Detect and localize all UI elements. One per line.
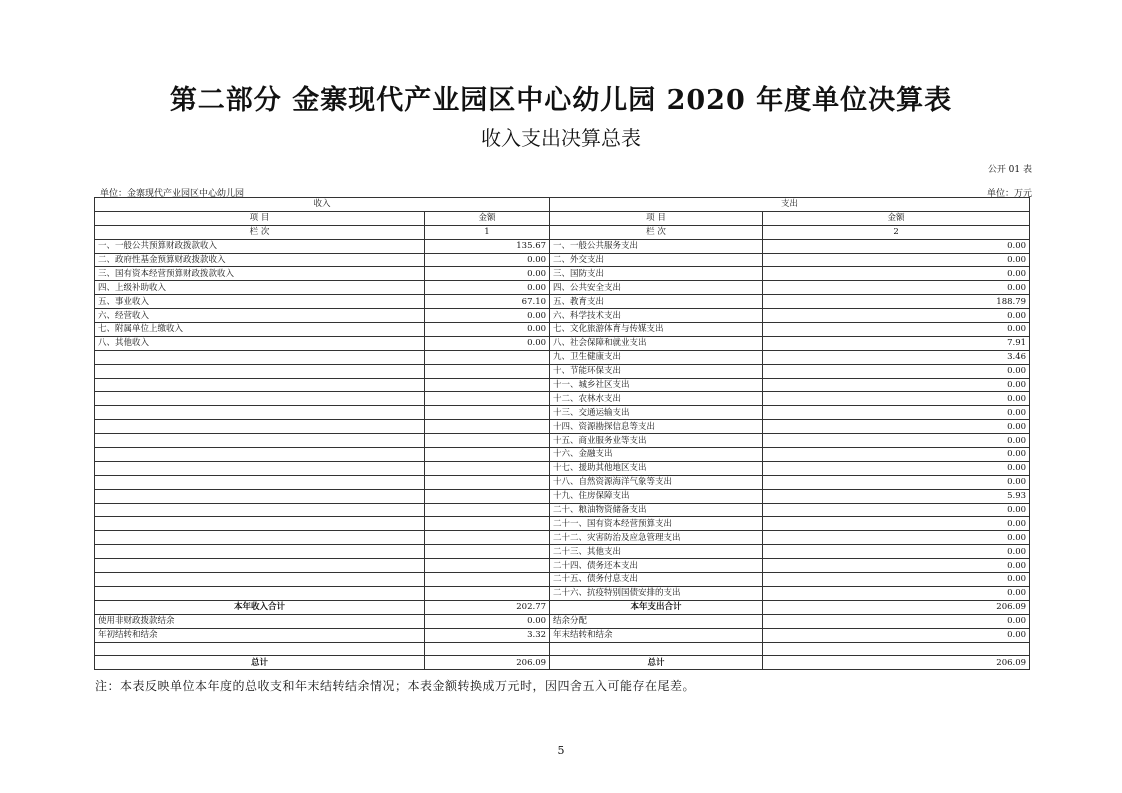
grand-total-expense: 206.09 — [763, 656, 1030, 670]
table-row — [95, 253, 1030, 267]
income-amount — [425, 517, 550, 531]
income-amount — [425, 434, 550, 448]
expense-item: 二、外交支出 — [550, 253, 763, 267]
expense-row-label: 栏 次 — [550, 225, 763, 239]
table-row — [95, 364, 1030, 378]
column-header-row — [95, 211, 1030, 225]
grand-total-label: 总计 — [95, 656, 425, 670]
income-expense-table — [94, 197, 1030, 670]
table-row — [95, 559, 1030, 573]
expense-amount: 0.00 — [763, 253, 1030, 267]
income-item: 七、附属单位上缴收入 — [95, 323, 425, 337]
table-row — [95, 586, 1030, 600]
income-item — [95, 475, 425, 489]
currency-label: 单位：万元 — [986, 189, 1032, 199]
income-amount-header: 金额 — [425, 211, 550, 225]
income-item-header: 项 目 — [95, 211, 425, 225]
expense-item: 十五、商业服务业等支出 — [550, 434, 763, 448]
expense-item: 四、公共安全支出 — [550, 281, 763, 295]
expense-amount: 0.00 — [763, 378, 1030, 392]
expense-item: 七、文化旅游体育与传媒支出 — [550, 323, 763, 337]
income-amount — [425, 461, 550, 475]
annual-expense-total-label: 本年支出合计 — [550, 600, 763, 614]
expense-amount: 0.00 — [763, 420, 1030, 434]
form-code: 公开 01 表 — [987, 165, 1032, 175]
table-row — [95, 323, 1030, 337]
expense-item: 十二、农林水支出 — [550, 392, 763, 406]
expense-amount: 0.00 — [763, 406, 1030, 420]
income-amount — [425, 378, 550, 392]
table-row — [95, 573, 1030, 587]
income-amount — [425, 475, 550, 489]
income-item: 四、上级补助收入 — [95, 281, 425, 295]
surplus-dist-value: 0.00 — [763, 614, 1030, 628]
table-row — [95, 295, 1030, 309]
income-amount — [425, 531, 550, 545]
income-item — [95, 461, 425, 475]
income-item — [95, 586, 425, 600]
expense-amount-header: 金额 — [763, 211, 1030, 225]
income-amount — [425, 448, 550, 462]
expense-item: 二十六、抗疫特别国债安排的支出 — [550, 586, 763, 600]
income-item — [95, 545, 425, 559]
expense-col-number: 2 — [763, 225, 1030, 239]
expense-amount: 188.79 — [763, 295, 1030, 309]
annual-income-total-label: 本年收入合计 — [95, 600, 425, 614]
income-amount — [425, 573, 550, 587]
section-header-row — [95, 198, 1030, 212]
table-row — [95, 378, 1030, 392]
page-title: 第二部分 金寨现代产业园区中心幼儿园 2020 年度单位决算表 — [169, 85, 953, 116]
expense-item: 十九、住房保障支出 — [550, 489, 763, 503]
table-row — [95, 475, 1030, 489]
income-item — [95, 448, 425, 462]
table-row — [95, 350, 1030, 364]
expense-header: 支出 — [550, 198, 1030, 212]
balance-row — [95, 628, 1030, 642]
income-item: 五、事业收入 — [95, 295, 425, 309]
expense-amount: 5.93 — [763, 489, 1030, 503]
income-amount — [425, 392, 550, 406]
income-item: 三、国有资本经营预算财政拨款收入 — [95, 267, 425, 281]
income-item — [95, 489, 425, 503]
begin-balance-label: 年初结转和结余 — [95, 628, 425, 642]
expense-item: 十四、资源勘探信息等支出 — [550, 420, 763, 434]
table-row — [95, 517, 1030, 531]
income-amount — [425, 406, 550, 420]
income-amount: 0.00 — [425, 253, 550, 267]
expense-amount: 0.00 — [763, 309, 1030, 323]
expense-item: 十七、援助其他地区支出 — [550, 461, 763, 475]
table-subtitle: 收入支出决算总表 — [481, 126, 641, 150]
grand-total-row — [95, 656, 1030, 670]
income-item: 一、一般公共预算财政拨款收入 — [95, 239, 425, 253]
income-item — [95, 406, 425, 420]
expense-item: 二十四、债务还本支出 — [550, 559, 763, 573]
annual-total-row — [95, 600, 1030, 614]
expense-amount: 0.00 — [763, 281, 1030, 295]
income-item — [95, 364, 425, 378]
table-row — [95, 281, 1030, 295]
income-amount — [425, 420, 550, 434]
table-row — [95, 406, 1030, 420]
table-row — [95, 448, 1030, 462]
table-row — [95, 420, 1030, 434]
income-amount — [425, 503, 550, 517]
income-amount — [425, 559, 550, 573]
income-amount: 0.00 — [425, 323, 550, 337]
annual-income-total: 202.77 — [425, 600, 550, 614]
table-row — [95, 392, 1030, 406]
table-row — [95, 531, 1030, 545]
expense-amount: 0.00 — [763, 475, 1030, 489]
income-col-number: 1 — [425, 225, 550, 239]
expense-item: 十三、交通运输支出 — [550, 406, 763, 420]
income-item — [95, 573, 425, 587]
table-row — [95, 309, 1030, 323]
expense-item: 二十二、灾害防治及应急管理支出 — [550, 531, 763, 545]
non-fiscal-label: 使用非财政拨款结余 — [95, 614, 425, 628]
end-balance-value: 0.00 — [763, 628, 1030, 642]
income-item — [95, 420, 425, 434]
income-item — [95, 517, 425, 531]
expense-amount: 0.00 — [763, 364, 1030, 378]
table-row — [95, 239, 1030, 253]
expense-item: 十六、金融支出 — [550, 448, 763, 462]
expense-item: 八、社会保障和就业支出 — [550, 336, 763, 350]
expense-item: 三、国防支出 — [550, 267, 763, 281]
page-number: 5 — [557, 744, 565, 757]
expense-item: 六、科学技术支出 — [550, 309, 763, 323]
end-balance-label: 年末结转和结余 — [550, 628, 763, 642]
expense-amount: 7.91 — [763, 336, 1030, 350]
expense-item: 二十三、其他支出 — [550, 545, 763, 559]
income-amount — [425, 545, 550, 559]
income-amount — [425, 586, 550, 600]
footnote: 注：本表反映单位本年度的总收支和年末结转结余情况；本表金额转换成万元时，因四舍五入可能存在尾差。 — [95, 679, 696, 693]
income-item — [95, 531, 425, 545]
expense-amount: 0.00 — [763, 559, 1030, 573]
unit-label: 单位：金寨现代产业园区中心幼儿园 — [100, 189, 245, 199]
expense-item: 十一、城乡社区支出 — [550, 378, 763, 392]
table-row — [95, 545, 1030, 559]
income-amount: 0.00 — [425, 309, 550, 323]
expense-amount: 0.00 — [763, 517, 1030, 531]
non-fiscal-row — [95, 614, 1030, 628]
column-number-row — [95, 225, 1030, 239]
table-row — [95, 489, 1030, 503]
income-amount — [425, 489, 550, 503]
expense-item-header: 项 目 — [550, 211, 763, 225]
income-amount: 67.10 — [425, 295, 550, 309]
income-header: 收入 — [95, 198, 550, 212]
expense-amount: 0.00 — [763, 586, 1030, 600]
expense-amount: 0.00 — [763, 448, 1030, 462]
blank-row — [95, 642, 1030, 656]
income-item: 六、经营收入 — [95, 309, 425, 323]
income-item — [95, 378, 425, 392]
expense-item: 二十一、国有资本经营预算支出 — [550, 517, 763, 531]
annual-expense-total: 206.09 — [763, 600, 1030, 614]
expense-item: 九、卫生健康支出 — [550, 350, 763, 364]
expense-amount: 0.00 — [763, 531, 1030, 545]
expense-amount: 0.00 — [763, 545, 1030, 559]
income-amount — [425, 350, 550, 364]
income-item — [95, 434, 425, 448]
income-item — [95, 559, 425, 573]
table-row — [95, 434, 1030, 448]
expense-amount: 0.00 — [763, 434, 1030, 448]
income-amount: 135.67 — [425, 239, 550, 253]
table-row — [95, 267, 1030, 281]
income-amount: 0.00 — [425, 267, 550, 281]
expense-item: 五、教育支出 — [550, 295, 763, 309]
table-row — [95, 336, 1030, 350]
income-item — [95, 503, 425, 517]
income-item: 二、政府性基金预算财政拨款收入 — [95, 253, 425, 267]
income-item — [95, 350, 425, 364]
expense-amount: 0.00 — [763, 461, 1030, 475]
begin-balance-value: 3.32 — [425, 628, 550, 642]
expense-amount: 3.46 — [763, 350, 1030, 364]
income-row-label: 栏 次 — [95, 225, 425, 239]
income-amount — [425, 364, 550, 378]
expense-item: 二十五、债务付息支出 — [550, 573, 763, 587]
table-row — [95, 503, 1030, 517]
income-item: 八、其他收入 — [95, 336, 425, 350]
expense-amount: 0.00 — [763, 573, 1030, 587]
expense-item: 十、节能环保支出 — [550, 364, 763, 378]
income-amount: 0.00 — [425, 281, 550, 295]
expense-amount: 0.00 — [763, 267, 1030, 281]
expense-amount: 0.00 — [763, 503, 1030, 517]
grand-total-income: 206.09 — [425, 656, 550, 670]
expense-item: 一、一般公共服务支出 — [550, 239, 763, 253]
expense-item: 二十、粮油物资储备支出 — [550, 503, 763, 517]
income-amount: 0.00 — [425, 336, 550, 350]
non-fiscal-value: 0.00 — [425, 614, 550, 628]
table-row — [95, 461, 1030, 475]
surplus-dist-label: 结余分配 — [550, 614, 763, 628]
expense-amount: 0.00 — [763, 392, 1030, 406]
income-item — [95, 392, 425, 406]
expense-item: 十八、自然资源海洋气象等支出 — [550, 475, 763, 489]
expense-amount: 0.00 — [763, 239, 1030, 253]
grand-total-expense-label: 总计 — [550, 656, 763, 670]
expense-amount: 0.00 — [763, 323, 1030, 337]
